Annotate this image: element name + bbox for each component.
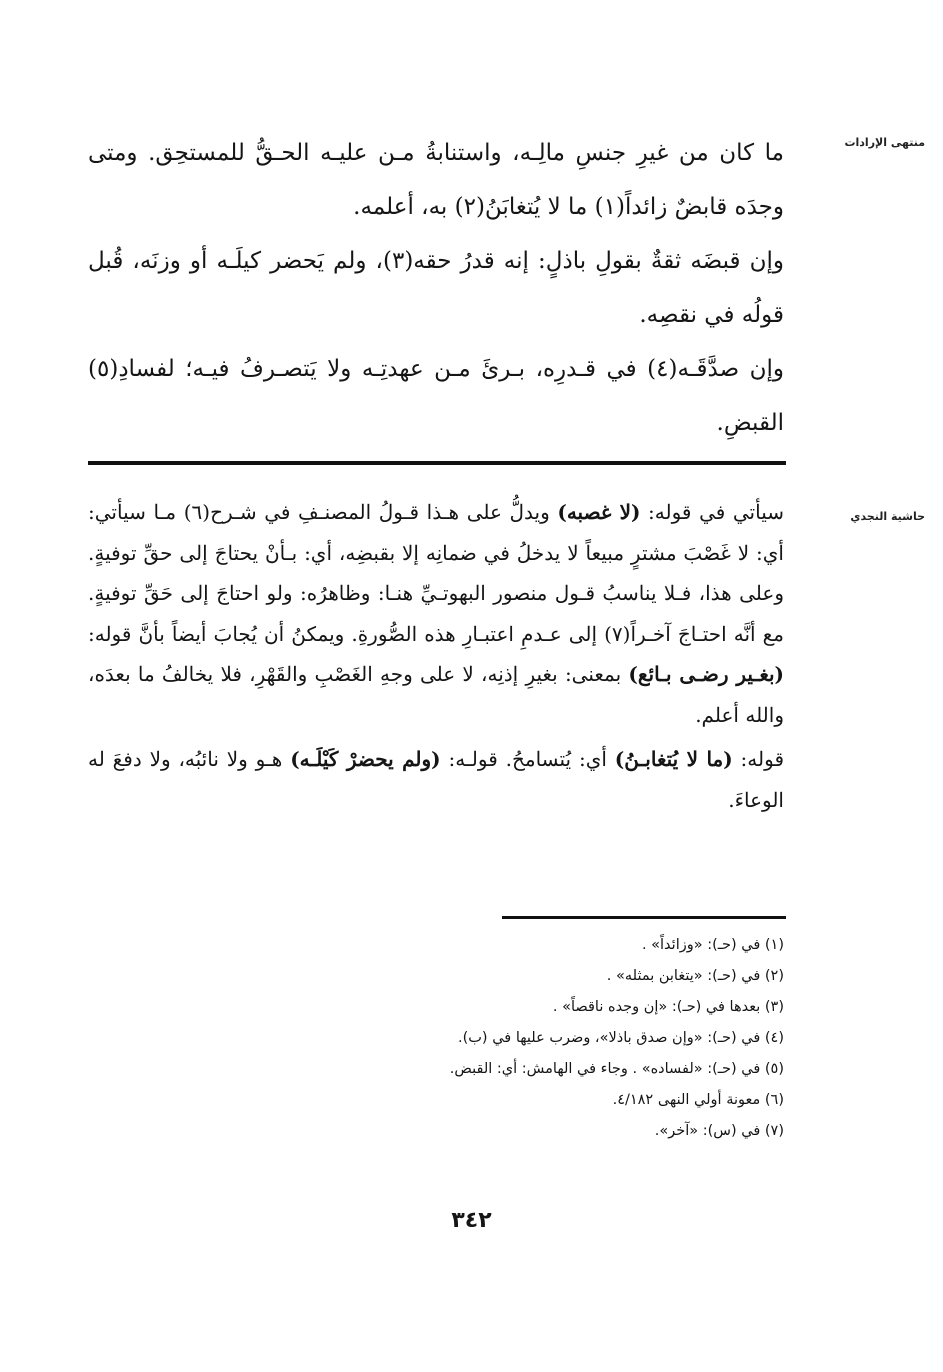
quoted-phrase: (بغـير رضـى بـائع)	[628, 662, 784, 686]
commentary-text-run: سيأتي في قوله:	[640, 500, 785, 524]
footnote: (٥) في (حـ): «لفساده» . وجاء في الهامش: أي: القبض.	[449, 1061, 784, 1077]
main-text	[88, 126, 784, 450]
quoted-phrase: (ولم يحضرْ كَيْلَـه)	[290, 747, 441, 771]
side-label-commentary: حاشية النجدي	[850, 510, 925, 523]
commentary-paragraph	[88, 739, 784, 820]
footnote: (٧) في (س): «آخر».	[654, 1123, 784, 1139]
section-divider	[88, 461, 786, 465]
commentary-paragraph	[88, 492, 784, 735]
footnote-divider	[502, 916, 786, 919]
commentary-text	[88, 492, 784, 820]
footnote: (٢) في (حـ): «يتغابن بمثله» .	[606, 968, 784, 984]
commentary-text-run: هـو ولا نائبُه، ولا دفعَ له الوعاءَ.	[88, 747, 784, 812]
commentary-text-run: أي: يُتسامحُ. قولـه:	[440, 747, 615, 771]
commentary-text-run: قوله:	[732, 747, 785, 771]
quoted-phrase: (ما لا يُتغابـنُ)	[614, 747, 733, 771]
side-label-main: منتهى الإرادات	[844, 136, 925, 149]
quoted-phrase: (لا غصبه)	[557, 500, 641, 524]
main-paragraph: ما كان من غيرِ جنسِ مالِـه، واستنابةُ مـن عليـه الحـقُّ للمستحِق. ومتى وجدَه قابضٌ زائداً(١) ما لا يُتغابَنُ(٢) به، أعلمه.	[88, 140, 784, 220]
footnote: (٦) معونة أولي النهى ٤/١٨٢.	[612, 1092, 784, 1108]
commentary-text-run: ويدلُّ على هـذا قـولُ المصنـفِ في شـرح(٦) مـا سيأتي: أي: لا غَصْبَ مشترٍ مبيعاً لا يدخلُ في ضمانِه إلا بقبضِه، أي: بـأنْ يحتاجَ إلى حقِّ توفيةٍ. وعلى هذا، فـلا يناسبُ قـول منصور البهوتـيِّ هنـا: وظاهرُه: ولو احتاجَ إلى حَقِّ توفيةٍ. مع أنَّه احتـاجَ آخـراً(٧) إلى عـدمِ اعتبـارِ هذه الصُّورةِ. ويمكنُ أن يُجابَ أيضاً بأنَّ قوله:	[88, 500, 784, 646]
page-number: ٣٤٢	[451, 1208, 492, 1233]
footnote: (١) في (حـ): «وزائداً» .	[641, 937, 784, 953]
footnote: (٤) في (حـ): «وإن صدق باذلا»، وضرب عليها في (ب).	[458, 1030, 784, 1046]
footnote: (٣) بعدها في (حـ): «إن وجده ناقصاً» .	[552, 999, 784, 1015]
footnotes	[300, 930, 784, 1147]
main-paragraph: وإن صدَّقَـه(٤) في قـدرِه، بـرئَ مـن عهدتِـه ولا يَتصـرفُ فيـه؛ لفسادِ(٥) القبضِ.	[88, 356, 784, 436]
main-paragraph: وإن قبضَه ثقةٌ بقولِ باذلٍ: إنه قدرُ حقه(٣)، ولم يَحضر كيلَـه أو وزنَه، قُبل قولُه في نقصِه.	[88, 248, 784, 328]
commentary-text-run: بمعنى: بغيرِ إذنِه، لا على وجهِ الغَصْبِ والقَهْرِ، فلا يخالفُ ما بعدَه، والله أعلم.	[88, 662, 784, 727]
